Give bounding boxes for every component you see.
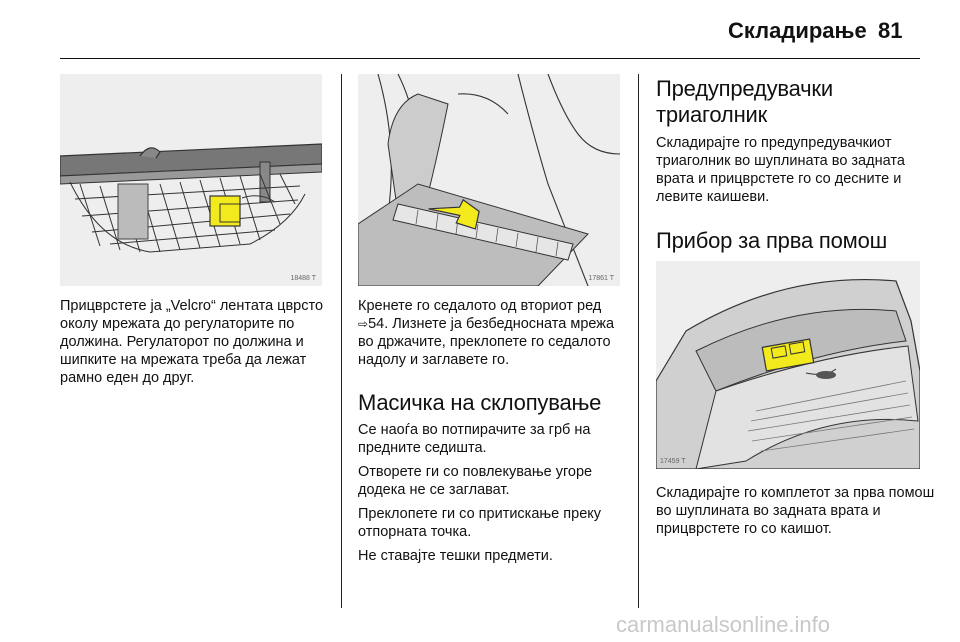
paragraph-text: Кренете го седалото од вториот ред — [358, 298, 602, 314]
col2-paragraphs — [358, 421, 626, 571]
section-heading-first-aid: Прибор за прва помош — [656, 228, 888, 253]
page-ref-arrow-icon: ⇨ — [358, 317, 369, 331]
figure-id: 17861 T — [588, 275, 614, 282]
paragraph: Отворете ги со повлекување угоре додека не се заглават. — [358, 464, 593, 498]
page-title: Складирање — [728, 18, 867, 43]
figure-id: 17459 T — [660, 458, 686, 465]
col3-paragraph-1: Складирајте го предупредувачкиот триаголник во шуплината во задната врата и прицврстете го со десните и левите каишеви. — [656, 135, 905, 205]
paragraph: Не ставајте тешки предмети. — [358, 548, 553, 564]
column-divider-1 — [341, 74, 342, 608]
first-aid-kit-illustration — [656, 261, 920, 469]
section-heading-folding-table: Масичка на склопување — [358, 390, 602, 415]
col1-paragraph: Прицврстете ја „Velcro“ лентата цврсто околу мрежата до регулаторите по должина. Регулаторот по должина и шипките на мрежата треба да лежат рамно еден до друг. — [60, 298, 324, 386]
paragraph-text-continued: 54. Лизнете ја безбедносната мрежа во држачите, преклопете го седалото надолу и заглавете го. — [358, 316, 615, 368]
section-heading-warning-triangle: Предупредувачки триаголник — [656, 76, 833, 127]
column-divider-2 — [638, 74, 639, 608]
col2-paragraph — [358, 297, 626, 369]
cargo-net-illustration — [60, 74, 322, 286]
page-number: 81 — [878, 18, 903, 43]
col3-paragraph-2: Складирајте го комплетот за прва помош во шуплината во задната врата и прицврстете го со каишот. — [656, 485, 935, 537]
safety-net-seat-illustration — [358, 74, 620, 286]
header-divider — [60, 58, 920, 59]
paragraph: Се наоѓа во потпирачите за грб на предните седишта. — [358, 422, 591, 456]
watermark: carmanualsonline.info — [616, 612, 831, 637]
paragraph: Преклопете ги со притискање преку отпорната точка. — [358, 506, 602, 540]
figure-id: 18488 T — [290, 275, 316, 282]
